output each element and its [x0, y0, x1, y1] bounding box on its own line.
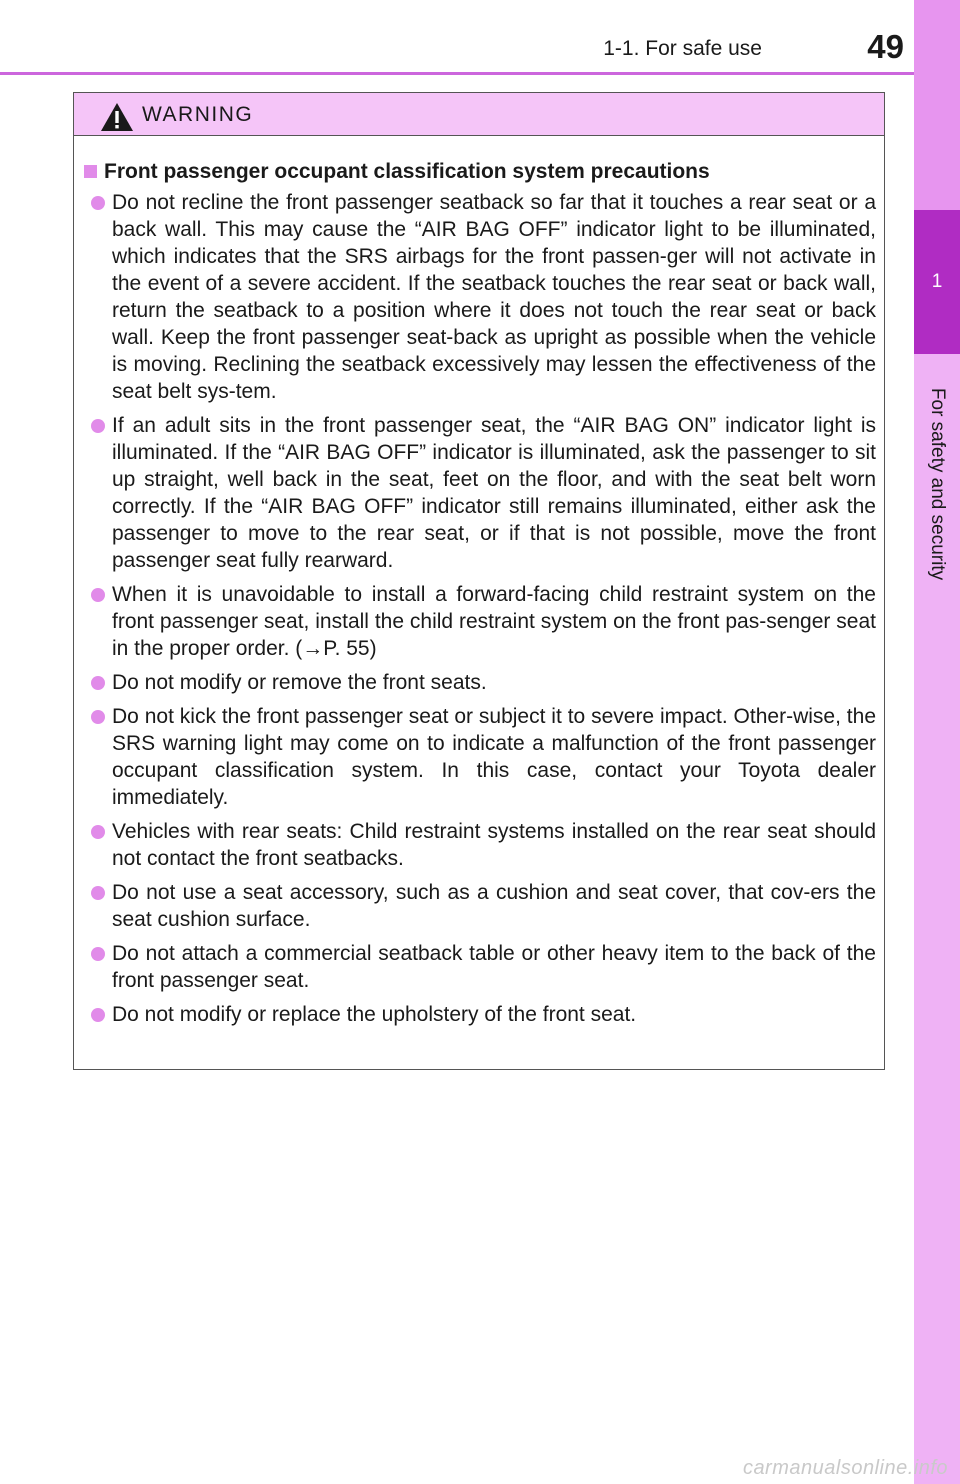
list-item	[84, 940, 876, 994]
bullet-text: Do not use a seat accessory, such as a cushion and seat cover, that cov-ers the seat cushion surface.	[112, 881, 876, 931]
list-item	[84, 1001, 876, 1028]
warning-bullet-list	[84, 189, 876, 1028]
bullet-dot-icon	[91, 1008, 105, 1022]
list-item	[84, 818, 876, 872]
warning-label: WARNING	[142, 103, 254, 126]
list-item	[84, 581, 876, 662]
header-rule	[0, 72, 914, 75]
chapter-number-tab	[914, 210, 960, 354]
warning-box	[73, 92, 885, 1070]
bullet-text: Do not recline the front passenger seatback so far that it touches a rear seat or a back wall. This may cause the “AIR BAG OFF” indicator light to be illuminated, which indicates that the SRS airbags for the front passen-ger will not activate in the event of a severe accident. If the seatback touches the rear seat or back wall, return the seatback to a position where it does not touch the rear seat or back wall. Keep the front passenger seat-back as upright as possible when the vehicle is moving. Reclining the seatback excessively may lessen the effectiveness of the seat belt sys-tem.	[112, 191, 876, 403]
list-item	[84, 412, 876, 574]
chapter-title-tab	[914, 354, 960, 614]
bullet-dot-icon	[91, 676, 105, 690]
warning-body	[74, 136, 884, 1028]
bullet-text: Do not kick the front passenger seat or subject it to severe impact. Other-wise, the SRS warning light may come on to indicate a malfunction of the front passenger occupant classification system. In this case, contact your Toyota dealer immediately.	[112, 705, 876, 809]
bullet-dot-icon	[91, 588, 105, 602]
list-item	[84, 703, 876, 811]
chapter-title: For safety and security	[927, 387, 949, 581]
bullet-dot-icon	[91, 825, 105, 839]
list-item	[84, 879, 876, 933]
list-item	[84, 669, 876, 696]
bullet-text: If an adult sits in the front passenger seat, the “AIR BAG ON” indicator light is illuminated. If the “AIR BAG OFF” indicator is illuminated, ask the passenger to sit up straight, well back in the seat, feet on the floor, and with the seat belt worn correctly. If the “AIR BAG OFF” indicator still remains illuminated, either ask the passenger to move to the rear seat, or if that is not possible, move the front passenger seat fully rearward.	[112, 414, 876, 572]
bullet-dot-icon	[91, 947, 105, 961]
bullet-dot-icon	[91, 419, 105, 433]
page-number: 49	[867, 28, 904, 65]
bullet-dot-icon	[91, 886, 105, 900]
chapter-side-tab	[914, 0, 960, 1484]
watermark: carmanualsonline.info	[742, 1457, 948, 1479]
list-item	[84, 189, 876, 405]
bullet-text: Do not modify or remove the front seats.	[112, 671, 487, 694]
bullet-text: Do not attach a commercial seatback table or other heavy item to the back of the front passenger seat.	[112, 942, 876, 992]
section-title-text: Front passenger occupant classification system precautions	[104, 160, 710, 183]
warning-header	[74, 93, 884, 136]
section-title-header: 1-1. For safe use	[603, 37, 762, 60]
warning-triangle-icon	[100, 102, 134, 132]
side-tab-top-band	[914, 0, 960, 210]
bullet-text: When it is unavoidable to install a forward-facing child restraint system on the front passenger seat, install the child restraint system on the front pas-senger seat in the proper order. (→P. 55)	[112, 583, 876, 660]
square-bullet-icon	[84, 165, 97, 178]
bullet-dot-icon	[91, 196, 105, 210]
bullet-text: Vehicles with rear seats: Child restraint systems installed on the rear seat should not contact the front seatbacks.	[112, 820, 876, 870]
warning-section-title	[84, 158, 876, 185]
bullet-dot-icon	[91, 710, 105, 724]
chapter-number: 1	[931, 271, 943, 292]
bullet-text: Do not modify or replace the upholstery of the front seat.	[112, 1003, 637, 1026]
